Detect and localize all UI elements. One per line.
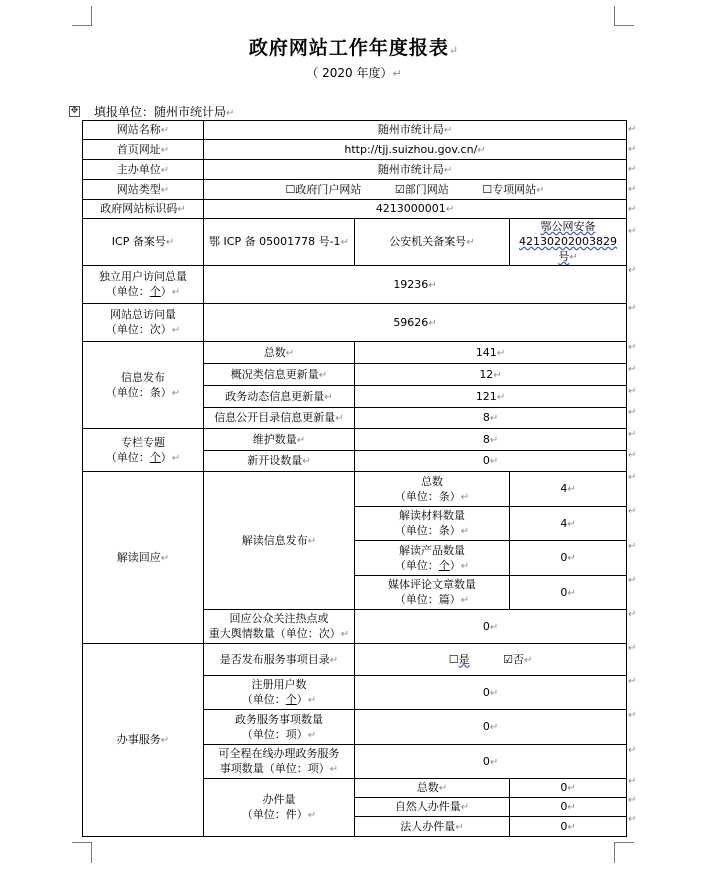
row-icp (83, 219, 627, 266)
interpret-item-label[interactable]: 媒体评论文章数量 （单位：篇）↵ (355, 576, 510, 610)
column-item-label[interactable]: 维护数量↵ (204, 429, 355, 451)
row-end-mark: ↵ (628, 342, 637, 353)
row-unique-visitors (83, 266, 627, 304)
row-end-mark: ↵ (628, 204, 637, 215)
pv-label[interactable]: 网站总访问量 （单位：次）↵ (83, 304, 204, 342)
row-end-mark: ↵ (628, 450, 637, 461)
site-code-label[interactable]: 政府网站标识码↵ (83, 200, 204, 219)
row-end-mark: ↵ (628, 144, 637, 155)
registered-users-value[interactable]: 0↵ (355, 676, 627, 710)
online-items-value[interactable]: 0↵ (355, 745, 627, 779)
page-corner-bottom-left (72, 842, 92, 863)
row-end-mark: ↵ (628, 676, 637, 687)
online-items-label[interactable]: 可全程在线办理政务服务 事项数量（单位：项）↵ (204, 745, 355, 779)
uv-label[interactable]: 独立用户访问总量 （单位：个）↵ (83, 266, 204, 304)
page-corner-top-left (72, 6, 92, 26)
info-item-label[interactable]: 概况类信息更新量↵ (204, 364, 355, 386)
icp-value[interactable]: 鄂 ICP 备 05001778 号-1↵ (204, 219, 355, 266)
row-end-mark: ↵ (628, 710, 637, 721)
row-end-mark: ↵ (628, 609, 637, 620)
row-site-code (83, 200, 627, 219)
sponsor-label[interactable]: 主办单位↵ (83, 160, 204, 180)
row-sponsor (83, 160, 627, 180)
info-release-label[interactable]: 信息发布 （单位：条）↵ (83, 342, 204, 429)
column-topic-label[interactable]: 专栏专题 （单位：个）↵ (83, 429, 204, 472)
report-year[interactable]: （ 2020 年度）↵ (306, 66, 402, 80)
row-end-mark: ↵ (628, 643, 637, 654)
home-url-value[interactable]: http://tjj.suizhou.gov.cn/↵ (204, 140, 627, 160)
volume-item-label[interactable]: 总数↵ (355, 779, 510, 798)
column-item-label[interactable]: 新开设数量↵ (204, 451, 355, 472)
row-end-mark: ↵ (628, 795, 637, 806)
row-end-mark: ↵ (628, 472, 637, 483)
row-end-mark: ↵ (628, 124, 637, 135)
row-end-mark: ↵ (628, 541, 637, 552)
registered-users-label[interactable]: 注册用户数 （单位：个）↵ (204, 676, 355, 710)
service-items-label[interactable]: 政务服务事项数量 （单位：项）↵ (204, 710, 355, 745)
police-record-label[interactable]: 公安机关备案号↵ (355, 219, 510, 266)
site-type-label[interactable]: 网站类型↵ (83, 180, 204, 200)
interpret-item-label[interactable]: 总数 （单位：条）↵ (355, 472, 510, 507)
interpret-item-value[interactable]: 4↵ (510, 472, 627, 507)
table-move-handle-icon[interactable]: ✥ (70, 106, 79, 116)
site-type-special-checkbox[interactable]: ☐专项网站 (482, 182, 537, 196)
home-url-label[interactable]: 首页网址↵ (83, 140, 204, 160)
row-info-total (83, 342, 627, 364)
column-item-value[interactable]: 0↵ (355, 451, 627, 472)
catalog-no-checkbox[interactable]: ☑否 (503, 652, 524, 666)
row-end-mark: ↵ (628, 814, 637, 825)
page-corner-bottom-right (614, 842, 634, 863)
uv-value[interactable]: 19236↵ (204, 266, 627, 304)
icp-label[interactable]: ICP 备案号↵ (83, 219, 204, 266)
service-label[interactable]: 办事服务↵ (83, 644, 204, 837)
row-end-mark: ↵ (628, 745, 637, 756)
row-end-mark: ↵ (628, 429, 637, 440)
row-page-views (83, 304, 627, 342)
site-type-department-checkbox[interactable]: ☑部门网站 (394, 182, 449, 196)
site-name-value[interactable]: 随州市统计局↵ (204, 121, 627, 140)
row-service-catalog (83, 644, 627, 676)
info-item-value[interactable]: 141↵ (355, 342, 627, 364)
interpret-item-value[interactable]: 0↵ (510, 541, 627, 576)
interpret-item-label[interactable]: 解读产品数量 （单位：个）↵ (355, 541, 510, 576)
row-end-mark: ↵ (628, 265, 637, 276)
info-item-label[interactable]: 总数↵ (204, 342, 355, 364)
row-interpret-total (83, 472, 627, 507)
row-end-mark: ↵ (628, 386, 637, 397)
row-end-mark: ↵ (628, 506, 637, 517)
row-end-mark: ↵ (628, 303, 637, 314)
interpret-item-value[interactable]: 4↵ (510, 507, 627, 541)
interpret-response-label[interactable]: 解读回应↵ (83, 472, 204, 644)
volume-item-value[interactable]: 0↵ (510, 817, 627, 837)
site-name-label[interactable]: 网站名称↵ (83, 121, 204, 140)
volume-label[interactable]: 办件量 （单位：件）↵ (204, 779, 355, 837)
report-table (82, 120, 627, 837)
row-end-mark: ↵ (628, 184, 637, 195)
row-end-mark: ↵ (628, 407, 637, 418)
row-end-mark: ↵ (628, 575, 637, 586)
hot-response-label[interactable]: 回应公众关注热点或 重大舆情数量（单位：次）↵ (204, 610, 355, 644)
service-catalog-label[interactable]: 是否发布服务事项目录↵ (204, 644, 355, 676)
sponsor-value[interactable]: 随州市统计局↵ (204, 160, 627, 180)
row-end-mark: ↵ (628, 226, 637, 237)
interpret-release-label[interactable]: 解读信息发布↵ (204, 472, 355, 610)
filling-unit[interactable]: 填报单位：随州市统计局↵ (94, 105, 235, 119)
site-type-portal-checkbox[interactable]: ☐政府门户网站 (285, 182, 362, 196)
info-item-value[interactable]: 12↵ (355, 364, 627, 386)
row-site-name (83, 121, 627, 140)
interpret-item-value[interactable]: 0↵ (510, 576, 627, 610)
volume-item-label[interactable]: 法人办件量↵ (355, 817, 510, 837)
service-items-value[interactable]: 0↵ (355, 710, 627, 745)
info-item-value[interactable]: 8↵ (355, 408, 627, 429)
site-type-options[interactable]: ☐政府门户网站 ☑部门网站 ☐专项网站↵ (204, 180, 627, 200)
row-home-url (83, 140, 627, 160)
page-corner-top-right (614, 6, 634, 26)
site-code-value[interactable]: 4213000001↵ (204, 200, 627, 219)
interpret-item-label[interactable]: 解读材料数量 （单位：条）↵ (355, 507, 510, 541)
pv-value[interactable]: 59626↵ (204, 304, 627, 342)
row-end-mark: ↵ (628, 364, 637, 375)
service-catalog-options[interactable]: ☐是 ☑否↵ (355, 644, 627, 676)
document-title[interactable]: 政府网站工作年度报表↵ (248, 37, 460, 59)
row-column-maintained (83, 429, 627, 451)
info-item-label[interactable]: 政务动态信息更新量↵ (204, 386, 355, 408)
row-end-mark: ↵ (628, 164, 637, 175)
column-item-value[interactable]: 8↵ (355, 429, 627, 451)
row-site-type (83, 180, 627, 200)
row-end-mark: ↵ (628, 776, 637, 787)
volume-item-value[interactable]: 0↵ (510, 779, 627, 798)
info-item-value[interactable]: 121↵ (355, 386, 627, 408)
police-record-value[interactable]: 鄂公网安备 42130202003829 号↵ (510, 219, 627, 266)
hot-response-value[interactable]: 0↵ (355, 610, 627, 644)
info-item-label[interactable]: 信息公开目录信息更新量↵ (204, 408, 355, 429)
catalog-yes-checkbox[interactable]: ☐是 (448, 652, 470, 666)
volume-item-label[interactable]: 自然人办件量↵ (355, 798, 510, 817)
volume-item-value[interactable]: 0↵ (510, 798, 627, 817)
